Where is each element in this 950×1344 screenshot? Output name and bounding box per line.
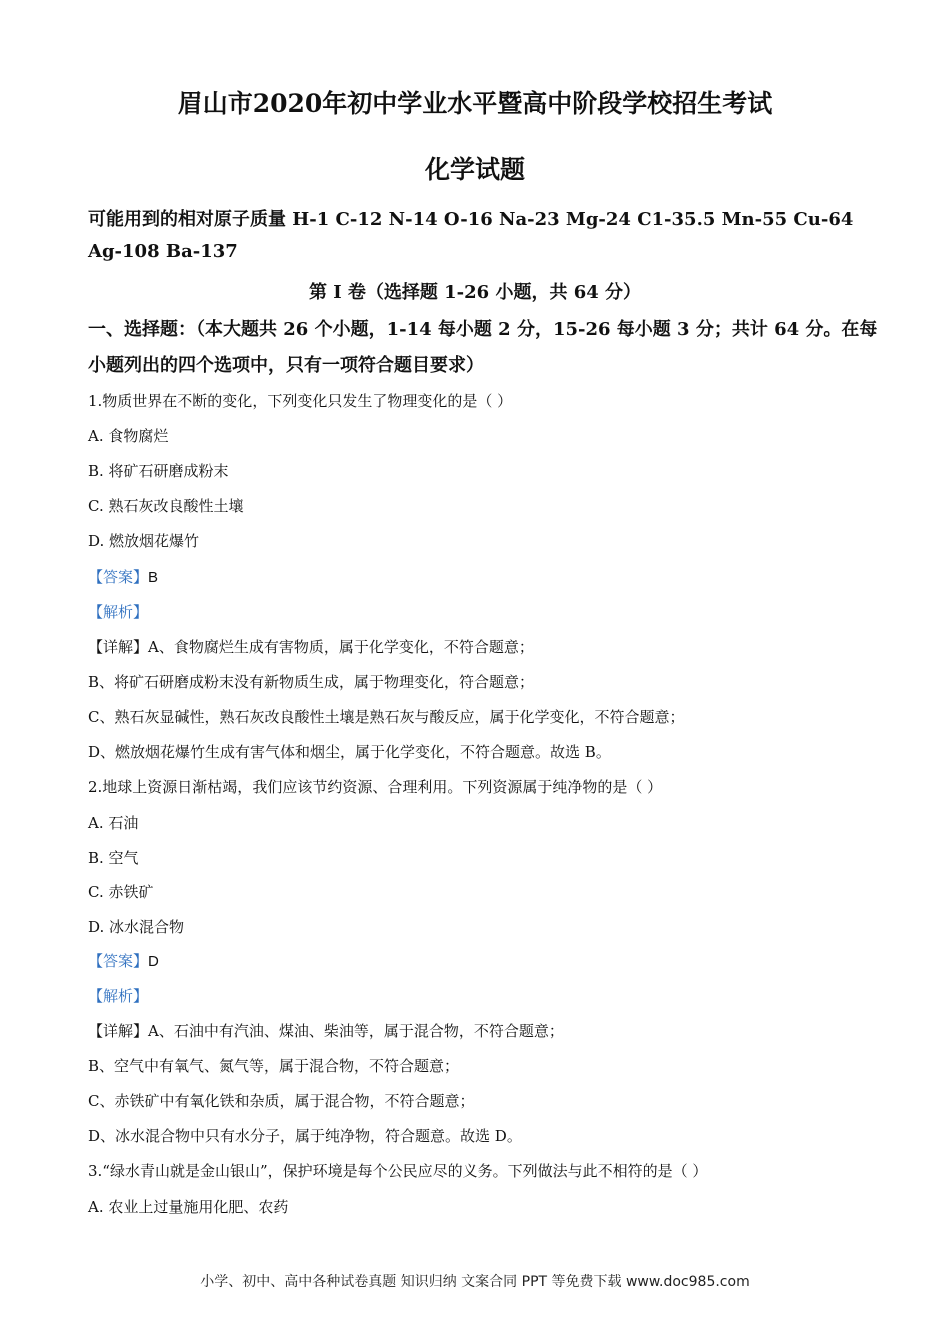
exam-title: 眉山市2020年初中学业水平暨高中阶段学校招生考试 bbox=[177, 89, 773, 118]
question-2-option-b: B. 空气 bbox=[88, 849, 139, 867]
question-2-detail-4: D、冰水混合物中只有水分子，属于纯净物，符合题意。故选 D。 bbox=[88, 1127, 522, 1145]
question-2-detail-3: C、赤铁矿中有氧化铁和杂质，属于混合物，不符合题意； bbox=[88, 1092, 475, 1110]
question-1-option-d: D. 燃放烟花爆竹 bbox=[88, 532, 200, 550]
question-1-stem: 1.物质世界在不断的变化，下列变化只发生了物理变化的是（ ） bbox=[88, 392, 513, 410]
answer-value: B bbox=[148, 569, 159, 586]
section-heading-line-2: 小题列出的四个选项中，只有一项符合题目要求） bbox=[88, 355, 484, 376]
question-1-analysis-label: 【解析】 bbox=[88, 603, 149, 621]
exam-subtitle: 化学试题 bbox=[424, 155, 525, 184]
question-1-option-c: C. 熟石灰改良酸性土壤 bbox=[88, 497, 244, 515]
question-1-answer bbox=[88, 566, 158, 587]
question-2-analysis-label: 【解析】 bbox=[88, 987, 149, 1005]
question-2-option-c: C. 赤铁矿 bbox=[88, 883, 154, 901]
answer-value: D bbox=[148, 953, 159, 970]
question-2-option-d: D. 冰水混合物 bbox=[88, 918, 185, 936]
question-2-answer bbox=[88, 950, 159, 971]
page-footer: 小学、初中、高中各种试卷真题 知识归纳 文案合同 PPT 等免费下载 www.doc985.com bbox=[200, 1274, 750, 1290]
section-heading-line-1: 一、选择题：（本大题共 26 个小题，1-14 每小题 2 分，15-26 每小题 3 分；共计 64 分。在每 bbox=[88, 319, 878, 340]
answer-label: 【答案】 bbox=[88, 952, 149, 970]
question-1-detail-2: B、将矿石研磨成粉末没有新物质生成，属于物理变化，符合题意； bbox=[88, 673, 535, 691]
question-1-option-a: A. 食物腐烂 bbox=[88, 427, 169, 445]
question-2-option-a: A. 石油 bbox=[88, 814, 139, 832]
question-1-detail-4: D、燃放烟花爆竹生成有害气体和烟尘，属于化学变化，不符合题意。故选 B。 bbox=[88, 743, 611, 761]
question-1-detail-3: C、熟石灰显碱性，熟石灰改良酸性土壤是熟石灰与酸反应，属于化学变化，不符合题意； bbox=[88, 708, 685, 726]
question-2-stem: 2.地球上资源日渐枯竭，我们应该节约资源、合理利用。下列资源属于纯净物的是（ ） bbox=[88, 778, 663, 796]
question-2-detail-1: 【详解】A、石油中有汽油、煤油、柴油等，属于混合物，不符合题意； bbox=[88, 1022, 564, 1040]
answer-label: 【答案】 bbox=[88, 568, 149, 586]
question-3-option-a: A. 农业上过量施用化肥、农药 bbox=[88, 1198, 289, 1216]
question-1-detail-1: 【详解】A、食物腐烂生成有害物质，属于化学变化，不符合题意； bbox=[88, 638, 534, 656]
atomic-mass-line-2: Ag-108 Ba-137 bbox=[88, 241, 238, 262]
question-2-detail-2: B、空气中有氧气、氮气等，属于混合物，不符合题意； bbox=[88, 1057, 460, 1075]
question-3-stem: 3.“绿水青山就是金山银山”，保护环境是每个公民应尽的义务。下列做法与此不相符的是（ ） bbox=[88, 1162, 708, 1180]
volume-title: 第 I 卷（选择题 1-26 小题，共 64 分） bbox=[308, 282, 642, 303]
atomic-mass-line-1: 可能用到的相对原子质量 H-1 C-12 N-14 O-16 Na-23 Mg-24 C1-35.5 Mn-55 Cu-64 bbox=[88, 209, 854, 230]
question-1-option-b: B. 将矿石研磨成粉末 bbox=[88, 462, 229, 480]
